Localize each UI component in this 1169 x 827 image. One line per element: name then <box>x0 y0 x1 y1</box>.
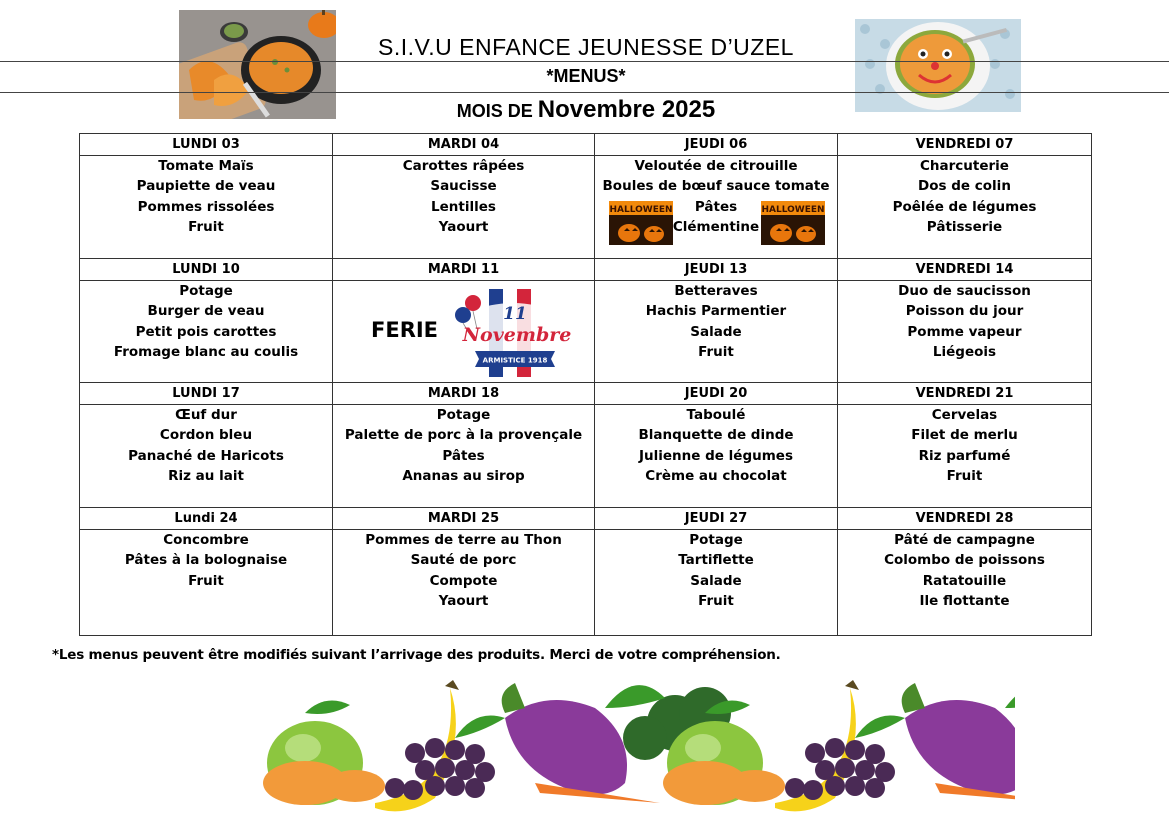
week-2-menu-row <box>80 281 1092 383</box>
day-header: VENDREDI 07 <box>838 134 1092 156</box>
ferie-label: FERIE <box>371 318 439 342</box>
dish-item: Fruit <box>698 592 734 609</box>
page-title: S.I.V.U ENFANCE JEUNESSE D’UZEL <box>378 34 794 60</box>
footnote: *Les menus peuvent être modifiés suivant l’arrivage des produits. Merci de votre compréhension. <box>52 647 781 663</box>
dish-item: Colombo de poissons <box>884 552 1045 569</box>
day-header: VENDREDI 14 <box>838 259 1092 281</box>
dish-item: Panaché de Haricots <box>128 447 284 464</box>
smiley-soup-photo <box>855 19 1021 112</box>
dish-item: Pommes de terre au Thon <box>365 532 562 548</box>
dish-item: Paupiette de veau <box>136 178 276 195</box>
day-header: MARDI 11 <box>333 259 595 281</box>
dish-item: Ananas au sirop <box>402 467 525 484</box>
day-header: VENDREDI 21 <box>838 383 1092 405</box>
dish-item: Filet de merlu <box>911 427 1018 444</box>
menu-cell <box>80 530 333 636</box>
dish-item: Boules de bœuf sauce tomate <box>602 178 830 195</box>
dish-item: Pâtisserie <box>926 218 1003 235</box>
week-4-day-row <box>80 508 1092 530</box>
pumpkin-soup-photo <box>179 10 336 119</box>
dish-item: Julienne de légumes <box>639 447 793 464</box>
menu-cell <box>80 405 333 508</box>
dish-item: Riz parfumé <box>918 447 1011 464</box>
menu-cell <box>333 156 595 259</box>
menu-cell <box>80 281 333 383</box>
dish-item: Pâtes à la bolognaise <box>124 552 288 569</box>
badge-word: Novembre <box>462 324 572 346</box>
day-header: LUNDI 10 <box>80 259 333 281</box>
dish-item: Tomate Maïs <box>158 158 254 174</box>
week-3-day-row <box>80 383 1092 405</box>
dish-item: Compote <box>429 572 498 589</box>
dish-item: Riz au lait <box>168 467 244 484</box>
dish-item: Pâtes <box>694 198 738 215</box>
dish-item: Concombre <box>163 532 249 548</box>
badge-number: 11 <box>503 304 527 324</box>
halloween-image-left <box>609 201 673 245</box>
dish-item: Lentilles <box>431 198 496 215</box>
header-rule-bottom <box>0 92 1169 93</box>
menu-cell <box>595 405 838 508</box>
week-4-menu-row <box>80 530 1092 636</box>
dish-item: Salade <box>690 572 742 589</box>
day-header: MARDI 25 <box>333 508 595 530</box>
day-header: JEUDI 27 <box>595 508 838 530</box>
week-2-day-row <box>80 259 1092 281</box>
day-header: VENDREDI 28 <box>838 508 1092 530</box>
dish-item: Carottes râpées <box>402 158 525 174</box>
armistice-badge <box>451 289 575 377</box>
week-1-day-row <box>80 134 1092 156</box>
day-header: Lundi 24 <box>80 508 333 530</box>
dish-item: Ile flottante <box>919 592 1010 609</box>
dish-item: Betteraves <box>674 283 758 299</box>
dish-item: Cervelas <box>931 407 998 423</box>
dish-item: Pâté de campagne <box>894 532 1035 548</box>
dish-item: Fromage blanc au coulis <box>113 343 299 360</box>
week-1-menu-row <box>80 156 1092 259</box>
menu-cell <box>838 156 1092 259</box>
dish-item: Yaourt <box>438 218 489 235</box>
dish-item: Duo de saucisson <box>898 283 1031 299</box>
page-subtitle: *MENUS* <box>546 66 626 86</box>
menu-cell <box>80 156 333 259</box>
dish-item: Potage <box>689 532 743 548</box>
header-rule-top <box>0 61 1169 62</box>
menu-cell <box>838 405 1092 508</box>
halloween-image-right <box>761 201 825 245</box>
day-header: JEUDI 06 <box>595 134 838 156</box>
dish-item: Pomme vapeur <box>907 323 1022 340</box>
dish-item: Pâtes <box>442 447 485 464</box>
menu-cell <box>595 530 838 636</box>
dish-item: Fruit <box>698 343 734 360</box>
dish-item: Veloutée de citrouille <box>634 158 798 174</box>
week-3-menu-row <box>80 405 1092 508</box>
dish-item: Burger de veau <box>147 303 265 320</box>
dish-item: Dos de colin <box>918 178 1011 195</box>
dish-item: Petit pois carottes <box>135 323 277 340</box>
day-header: LUNDI 03 <box>80 134 333 156</box>
holiday-cell <box>333 281 595 383</box>
menu-cell <box>838 281 1092 383</box>
dish-item: Tartiflette <box>678 552 754 569</box>
month-prefix: MOIS DE <box>456 101 538 121</box>
dish-item: Palette de porc à la provençale <box>344 427 583 444</box>
dish-item: Fruit <box>946 467 983 484</box>
day-header: JEUDI 20 <box>595 383 838 405</box>
menu-cell <box>595 281 838 383</box>
badge-ribbon: ARMISTICE 1918 <box>482 356 548 365</box>
svg-text:HALLOWEEN: HALLOWEEN <box>761 205 825 215</box>
dish-item: Ratatouille <box>922 572 1007 589</box>
dish-item: Taboulé <box>686 407 746 423</box>
dish-item: Cordon bleu <box>159 427 253 444</box>
dish-item: Salade <box>690 323 742 340</box>
dish-item: Crème au chocolat <box>645 467 787 484</box>
dish-item: Œuf dur <box>175 407 237 423</box>
menu-table <box>79 133 1092 636</box>
fruits-vegetables-illustration <box>205 668 1015 824</box>
month-heading <box>336 96 836 124</box>
dish-item: Pommes rissolées <box>137 198 275 215</box>
menu-cell <box>838 530 1092 636</box>
dish-item: Potage <box>179 283 233 299</box>
dish-item: Liégeois <box>932 343 997 360</box>
menu-cell <box>333 530 595 636</box>
dish-item: Blanquette de dinde <box>638 427 794 444</box>
dish-item: Clémentine <box>672 218 760 235</box>
dish-item: Fruit <box>188 572 224 589</box>
dish-item: Yaourt <box>438 592 489 609</box>
dish-item: Saucisse <box>430 178 497 195</box>
svg-text:HALLOWEEN: HALLOWEEN <box>609 205 673 215</box>
month-name: Novembre 2025 <box>537 96 716 123</box>
dish-item: Hachis Parmentier <box>645 303 787 320</box>
day-header: MARDI 18 <box>333 383 595 405</box>
dish-item: Charcuterie <box>920 158 1009 174</box>
dish-item: Sauté de porc <box>410 552 517 569</box>
dish-item: Fruit <box>188 218 224 235</box>
menu-cell <box>333 405 595 508</box>
menu-cell <box>595 156 838 259</box>
day-header: JEUDI 13 <box>595 259 838 281</box>
day-header: LUNDI 17 <box>80 383 333 405</box>
dish-item: Potage <box>436 407 491 423</box>
dish-item: Poisson du jour <box>905 303 1024 320</box>
dish-item: Poêlée de légumes <box>892 198 1037 215</box>
day-header: MARDI 04 <box>333 134 595 156</box>
